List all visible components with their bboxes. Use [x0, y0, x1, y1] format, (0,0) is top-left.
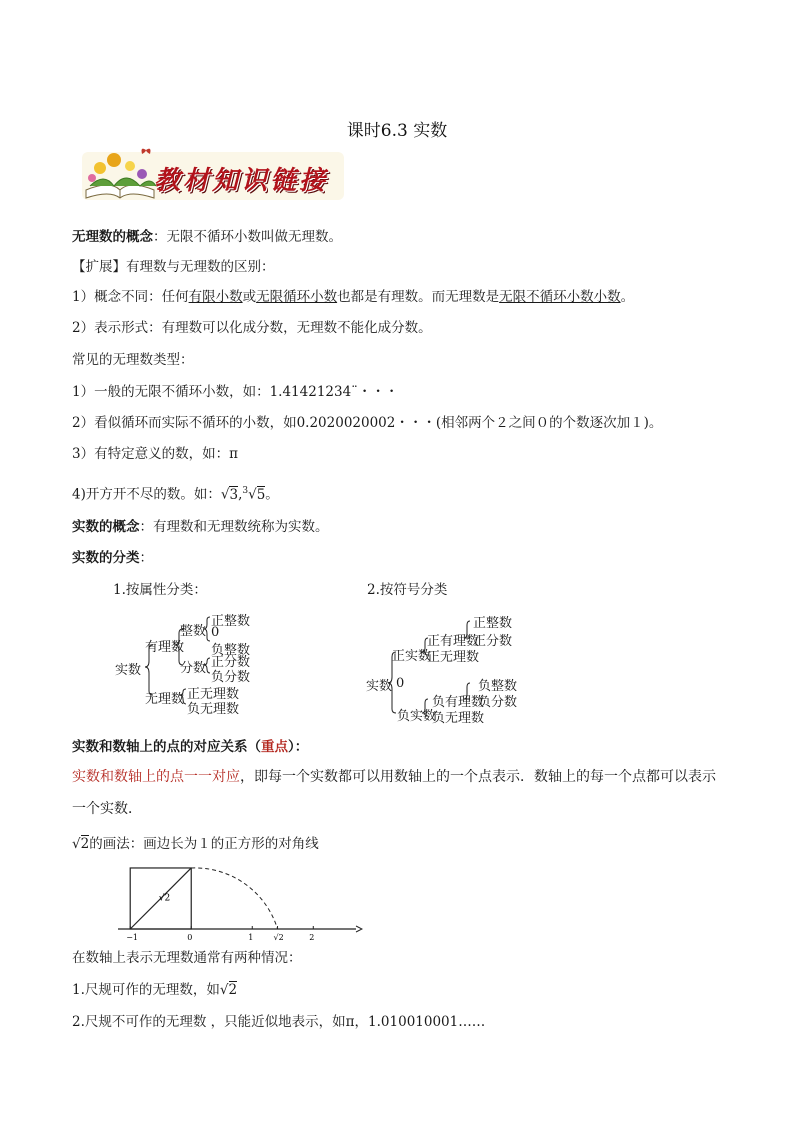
axis-tick-label: 2 — [309, 933, 315, 942]
tree-irrational: 无理数 — [145, 692, 185, 707]
real-definition: 实数的概念：有理数和无理数统称为实数。 — [72, 519, 329, 535]
arrow-icon — [356, 926, 362, 932]
tree-negative-irrational: 负无理数 — [187, 702, 240, 717]
by-property-heading: 1.按属性分类： — [113, 582, 207, 598]
correspondence-text-1: 实数和数轴上的点一一对应，即每一个实数都可以用数轴上的一个点表示．数轴上的每一个点都可以表示 — [72, 769, 716, 785]
by-sign-heading: 2.按符号分类 — [367, 582, 448, 598]
sign-positive-irrational: 正无理数 — [427, 650, 480, 665]
sign-negative-integer: 负整数 — [478, 679, 518, 694]
page-title: 课时6.3 实数 — [346, 121, 448, 141]
irrational-type-2: 2）看似循环而实际不循环的小数，如0.2020020002・・・(相邻两个２之间０的个数逐次加１)。 — [72, 415, 663, 431]
diagonal-label: √2 — [158, 893, 171, 904]
irrational-definition: 无理数的概念：无限不循环小数叫做无理数。 — [72, 229, 342, 245]
sign-root-real: 实数 — [366, 679, 393, 694]
sign-positive-integer: 正整数 — [473, 616, 513, 631]
sign-zero: 0 — [396, 676, 405, 691]
sign-positive-fraction: 正分数 — [473, 634, 513, 649]
extension-line: 【扩展】有理数与无理数的区别： — [72, 259, 275, 275]
axis-tick-label: 1 — [248, 933, 254, 942]
correspondence-text-2: 一个实数． — [72, 801, 142, 817]
tree-positive-fraction: 正分数 — [211, 655, 251, 670]
case-2: 2.尺规不可作的无理数 ，只能近似地表示，如π，1.010010001…… — [72, 1014, 486, 1030]
sign-negative-fraction: 负分数 — [478, 695, 518, 710]
sign-positive-rational: 正有理数 — [427, 634, 480, 649]
correspondence-heading: 实数和数轴上的点的对应关系（重点）： — [72, 739, 309, 755]
irrational-type-4: 4)开方开不尽的数。如：√3,$^3$√5。 — [72, 486, 279, 503]
compass-arc — [191, 868, 277, 929]
tree-positive-irrational: 正无理数 — [187, 687, 240, 702]
difference-representation: 2）表示形式：有理数可以化成分数，无理数不能化成分数。 — [72, 320, 432, 336]
tree-positive-integer: 正整数 — [211, 614, 251, 629]
tree-integer: 整数 — [180, 624, 207, 639]
sqrt2-method: √2的画法：画边长为１的正方形的对角线 — [72, 836, 319, 852]
irrational-type-3: 3）有特定意义的数，如：π — [72, 446, 238, 462]
sign-negative-real: 负实数 — [397, 709, 437, 724]
sqrt-symbol: √ — [220, 486, 230, 503]
difference-concept: 1）概念不同：任何有限小数或无限循环小数也都是有理数。而无理数是无限不循环小数小数。 — [72, 289, 635, 305]
two-cases-heading: 在数轴上表示无理数通常有两种情况： — [72, 950, 302, 966]
number-line-figure — [118, 865, 363, 945]
axis-tick-label: 0 — [187, 933, 193, 942]
cube-root-symbol: √ — [248, 486, 257, 503]
tree-negative-fraction: 负分数 — [211, 670, 251, 685]
tree-root-real: 实数 — [115, 663, 142, 678]
flower-icon — [94, 162, 106, 174]
sign-negative-irrational: 负无理数 — [432, 711, 485, 726]
tree-negative-integer: 负整数 — [211, 643, 251, 658]
axis-tick-label: √2 — [273, 933, 284, 942]
sign-negative-rational: 负有理数 — [432, 695, 485, 710]
axis-tick-label: −1 — [126, 933, 139, 942]
tree-rational: 有理数 — [145, 640, 185, 655]
banner-title: 教材知识链接 — [154, 166, 329, 196]
irrational-type-1: 1）一般的无限不循环小数，如：1.41421234¨・・・ — [72, 384, 399, 400]
sqrt-symbol: √ — [219, 982, 229, 998]
common-types-heading: 常见的无理数类型： — [72, 352, 194, 368]
sqrt-symbol: √ — [72, 836, 81, 852]
classification-heading: 实数的分类： — [72, 550, 153, 566]
tree-zero: 0 — [211, 625, 220, 640]
case-1: 1.尺规可作的无理数，如√2 — [72, 982, 238, 998]
sign-positive-real: 正实数 — [392, 649, 432, 664]
tree-fraction: 分数 — [180, 661, 207, 676]
